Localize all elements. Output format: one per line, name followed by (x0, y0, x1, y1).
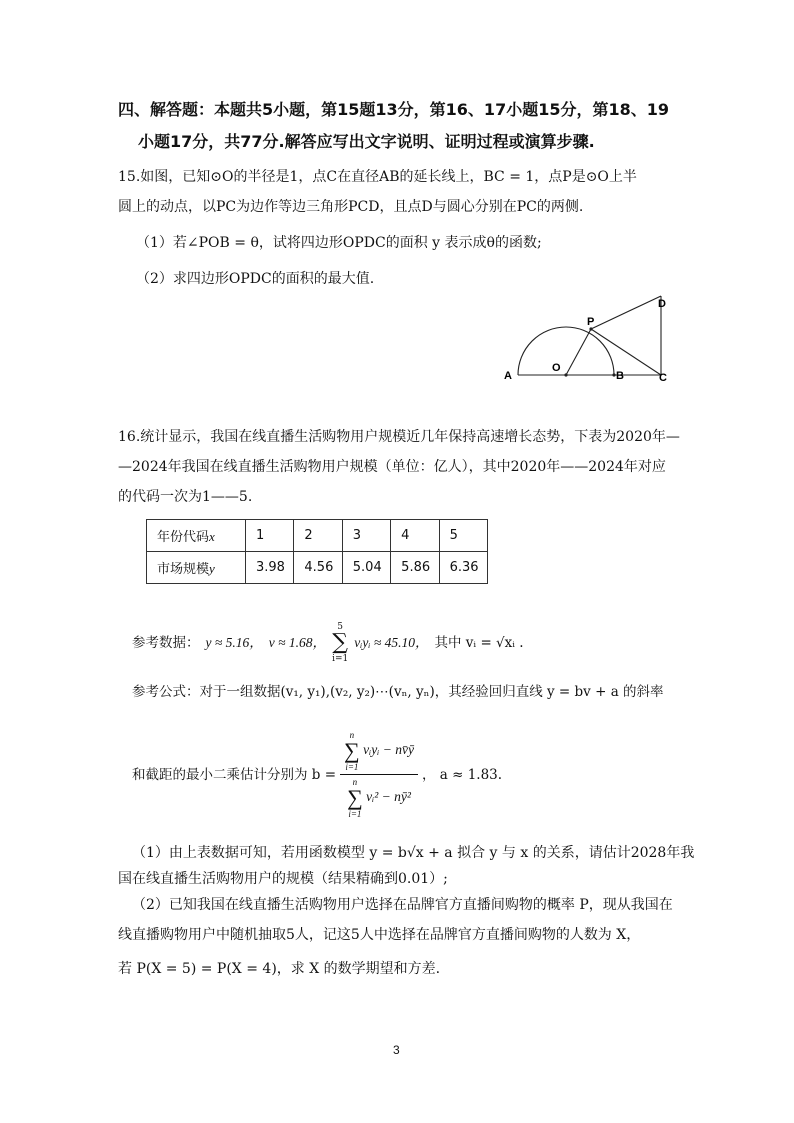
table-row-market-size (147, 552, 488, 584)
section-heading-line2: 小题17分，共77分.解答应写出文字说明、证明过程或演算步骤. (138, 132, 595, 151)
table-cell: 2 (294, 520, 342, 552)
q15-line2: 圆上的动点，以PC为边作等边三角形PCD，且点D与圆心分别在PC的两侧. (118, 199, 584, 215)
q16-part2-line1: （2）已知我国在线直播生活购物用户选择在品牌官方直播间购物的概率 P，现从我国在 (132, 897, 673, 913)
segment-op (566, 329, 591, 375)
q16-part2-line2: 线直播购物用户中随机抽取5人，记这5人中选择在品牌官方直播间购物的人数为 X， (118, 927, 641, 943)
q16-line3: 的代码一次为1——5. (118, 489, 253, 505)
q16-reference-data: 参考数据： y ≈ 5.16， v ≈ 1.68， 5 ∑ i=1 vᵢyᵢ ≈ 45.10， 其中 vᵢ = √xᵢ . (132, 622, 524, 664)
label-a: A (504, 370, 512, 382)
q16-line1: 16.统计显示，我国在线直播生活购物用户规模近几年保持高速增长态势，下表为2020年— (118, 429, 680, 445)
q15-line1: 15.如图，已知⊙O的半径是1，点C在直径AB的延长线上，BC = 1，点P是⊙O上半 (118, 169, 637, 185)
label-p: P (587, 316, 595, 328)
table-header-y: 市场规模y (147, 552, 246, 584)
q16-part2-line3: 若 P(X = 5) = P(X = 4)，求 X 的数学期望和方差. (118, 961, 441, 977)
table-cell: 6.36 (439, 552, 487, 584)
point-o (564, 373, 567, 376)
section-heading-line1: 四、解答题：本题共5小题，第15题13分，第16、17小题15分，第18、19 (118, 100, 669, 119)
table-cell: 4 (391, 520, 439, 552)
table-cell: 5 (439, 520, 487, 552)
table-cell: 5.04 (342, 552, 390, 584)
table-cell: 5.86 (391, 552, 439, 584)
table-row-year-code (147, 520, 488, 552)
table-cell: 4.56 (294, 552, 342, 584)
table-cell: 3 (342, 520, 390, 552)
page-number: 3 (393, 1043, 400, 1057)
segment-pc (591, 329, 661, 375)
q15-part2: （2）求四边形OPDC的面积的最大值. (136, 271, 375, 287)
segment-pd (591, 296, 661, 329)
q16-formula-b: 和截距的最小二乘估计分别为 b = n ∑ i=1 vᵢyᵢ − nv̄ȳ n ∑ i=1 vᵢ² − nȳ² ， a ≈ 1.83. (132, 730, 503, 819)
formula-fraction: n ∑ i=1 vᵢyᵢ − nv̄ȳ n ∑ i=1 vᵢ² − nȳ² (340, 730, 418, 819)
sum-symbol: 5 ∑ i=1 (332, 622, 349, 664)
q16-formula-label: 参考公式：对于一组数据(v₁, y₁),(v₂, y₂)⋯(vₙ, yₙ)，其经验回归直线 y = bv + a 的斜率 (132, 684, 664, 700)
table-header-x: 年份代码x (147, 520, 246, 552)
label-c: C (659, 372, 667, 384)
label-o: O (552, 362, 561, 374)
label-b: B (616, 370, 624, 382)
q15-geometry-figure (495, 290, 685, 390)
table-cell: 1 (246, 520, 294, 552)
q16-part1-line1: （1）由上表数据可知，若用函数模型 y = b√x + a 拟合 y 与 x 的关系，请估计2028年我 (132, 845, 695, 861)
table-cell: 3.98 (246, 552, 294, 584)
label-d: D (658, 298, 666, 310)
q16-part1-line2: 国在线直播生活购物用户的规模（结果精确到0.01）; (118, 871, 448, 887)
q16-data-table (146, 519, 488, 584)
q16-line2: —2024年我国在线直播生活购物用户规模（单位：亿人），其中2020年——2024年对应 (118, 459, 666, 475)
q15-part1: （1）若∠POB = θ，试将四边形OPDC的面积 y 表示成θ的函数; (136, 235, 542, 251)
